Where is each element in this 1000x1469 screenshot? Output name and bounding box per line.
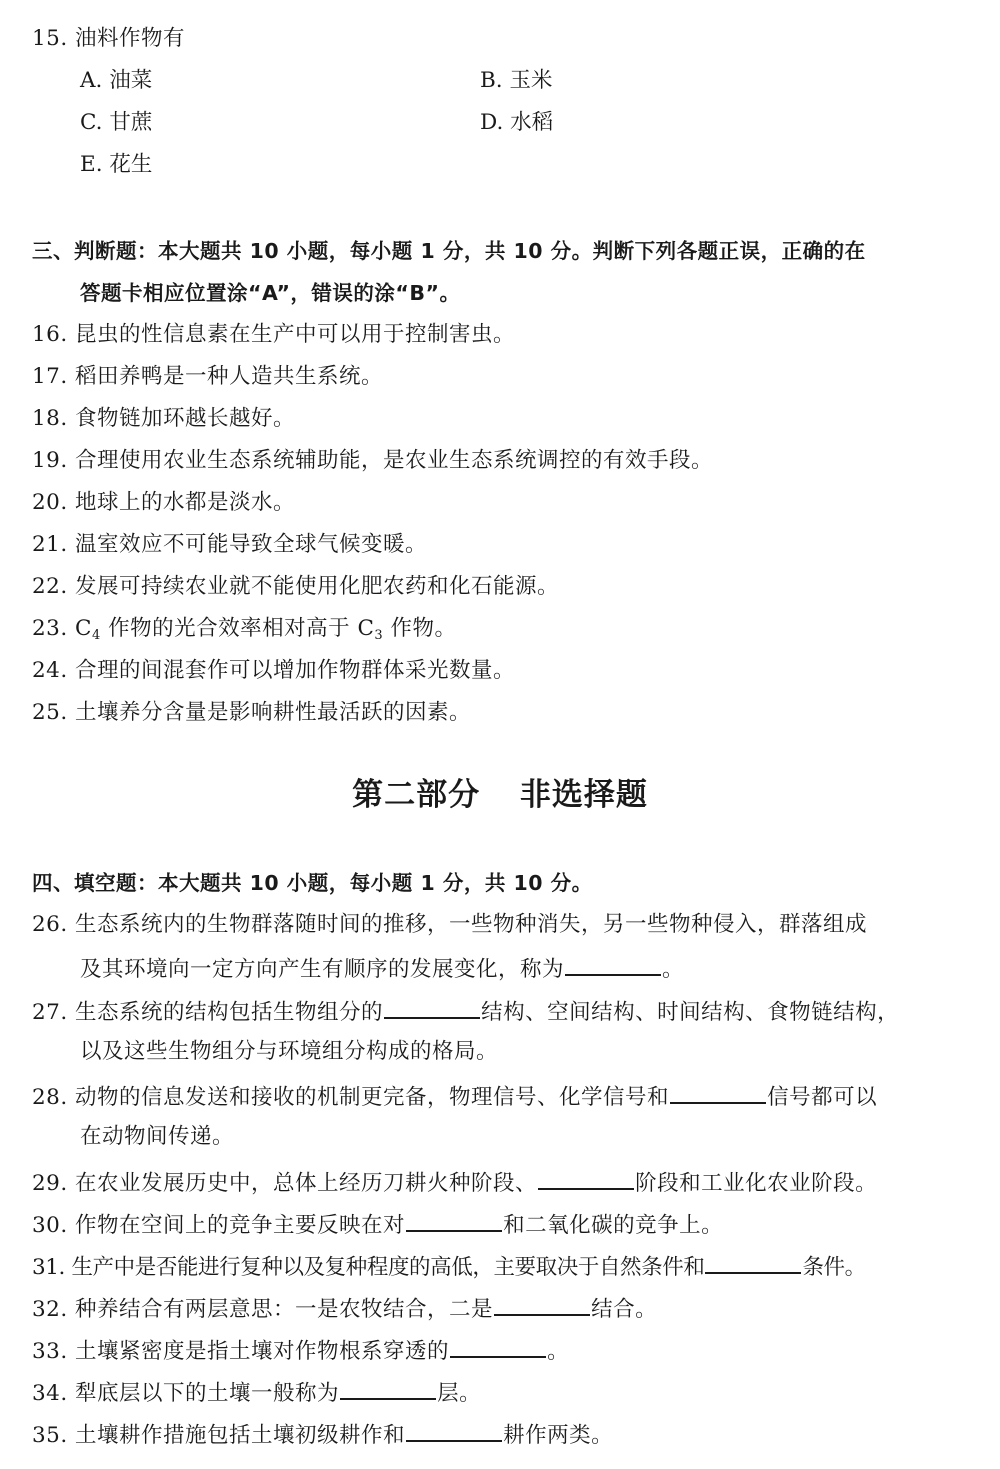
question-28-cont: 在动物间传递。 (80, 1124, 235, 1149)
question-text: 结合。 (591, 1297, 658, 1322)
question-number: 24. (32, 658, 68, 683)
question-number: 17. (32, 364, 68, 389)
question-text: 耕作两类。 (503, 1423, 614, 1448)
question-number: 34. (32, 1381, 68, 1406)
option-a (80, 66, 152, 96)
question-21 (32, 530, 427, 560)
option-b (480, 66, 553, 96)
question-text: 生态系统的结构包括生物组分的 (75, 1000, 384, 1025)
question-32 (32, 1292, 657, 1325)
answer-blank[interactable] (565, 952, 661, 976)
question-number: 15. (32, 26, 68, 51)
question-text: 土壤紧密度是指土壤对作物根系穿透的 (75, 1339, 450, 1364)
question-text: 条件。 (802, 1255, 866, 1280)
question-25 (32, 698, 471, 728)
question-text: 土壤养分含量是影响耕性最活跃的因素。 (75, 700, 472, 725)
question-text: 层。 (437, 1381, 482, 1406)
question-number: 23. (32, 616, 68, 641)
section-3-heading: 三、判断题：本大题共 10 小题，每小题 1 分，共 10 分。判断下列各题正误，正确的在 (32, 239, 866, 263)
question-26-cont (80, 952, 684, 985)
question-text: 温室效应不可能导致全球气候变暖。 (75, 532, 428, 557)
question-text: 种养结合有两层意思：一是农牧结合，二是 (75, 1297, 494, 1322)
option-letter: A. (80, 68, 103, 93)
question-15 (32, 24, 185, 54)
answer-blank[interactable] (538, 1166, 634, 1190)
question-text: 作物。 (390, 616, 457, 641)
question-31 (32, 1250, 866, 1283)
question-text: 。 (662, 957, 685, 982)
question-number: 26. (32, 912, 68, 937)
option-d (480, 108, 553, 138)
question-number: 21. (32, 532, 68, 557)
option-text: 甘蔗 (109, 110, 153, 135)
part-2-title: 第二部分 非选择题 (352, 777, 648, 813)
question-number: 19. (32, 448, 68, 473)
question-number: 35. (32, 1423, 68, 1448)
question-text: 结构、空间结构、时间结构、食物链结构， (481, 1000, 900, 1025)
question-text: 合理使用农业生态系统辅助能，是农业生态系统调控的有效手段。 (75, 448, 714, 473)
question-27-cont: 以及这些生物组分与环境组分构成的格局。 (80, 1039, 499, 1064)
question-34 (32, 1376, 481, 1409)
question-text: 食物链加环越长越好。 (75, 406, 296, 431)
question-text: 犁底层以下的土壤一般称为 (75, 1381, 340, 1406)
question-number: 29. (32, 1171, 68, 1196)
question-35 (32, 1418, 613, 1451)
question-number: 30. (32, 1213, 68, 1238)
question-17 (32, 362, 383, 392)
answer-blank[interactable] (450, 1334, 546, 1358)
question-text: 及其环境向一定方向产生有顺序的发展变化，称为 (80, 957, 565, 982)
answer-blank[interactable] (406, 1208, 502, 1232)
question-24 (32, 656, 515, 686)
option-text: 水稻 (510, 110, 554, 135)
option-letter: D. (480, 110, 504, 135)
question-text: C (75, 616, 92, 641)
answer-blank[interactable] (406, 1418, 502, 1442)
answer-blank[interactable] (340, 1376, 436, 1400)
question-text: 作物在空间上的竞争主要反映在对 (75, 1213, 406, 1238)
option-text: 玉米 (509, 68, 553, 93)
subscript: 4 (92, 628, 101, 643)
question-text: 。 (547, 1339, 570, 1364)
question-text: 发展可持续农业就不能使用化肥农药和化石能源。 (75, 574, 560, 599)
question-number: 31. (32, 1255, 65, 1280)
question-30 (32, 1208, 723, 1241)
answer-blank[interactable] (384, 995, 480, 1019)
question-text: 生态系统内的生物群落随时间的推移，一些物种消失，另一些物种侵入，群落组成 (75, 912, 868, 937)
subscript: 3 (374, 628, 384, 643)
question-18 (32, 404, 295, 434)
question-text: 合理的间混套作可以增加作物群体采光数量。 (75, 658, 516, 683)
question-text: 阶段和工业化农业阶段。 (635, 1171, 878, 1196)
question-text: 稻田养鸭是一种人造共生系统。 (75, 364, 384, 389)
section-3-heading-cont: 答题卡相应位置涂“A”，错误的涂“B”。 (80, 281, 461, 305)
question-27 (32, 995, 899, 1028)
option-letter: E. (80, 152, 103, 177)
question-text: 在农业发展历史中，总体上经历刀耕火种阶段、 (75, 1171, 538, 1196)
question-number: 16. (32, 322, 68, 347)
question-text: 动物的信息发送和接收的机制更完备，物理信号、化学信号和 (75, 1085, 670, 1110)
question-text: 信号都可以 (767, 1085, 878, 1110)
question-number: 28. (32, 1085, 68, 1110)
option-letter: C. (80, 110, 103, 135)
question-number: 20. (32, 490, 68, 515)
option-c (80, 108, 152, 138)
option-letter: B. (480, 68, 503, 93)
question-text: 和二氧化碳的竞争上。 (503, 1213, 724, 1238)
question-text: 生产中是否能进行复种以及复种程度的高低，主要取决于自然条件和 (71, 1255, 705, 1280)
question-22 (32, 572, 559, 602)
question-number: 18. (32, 406, 68, 431)
section-4-heading: 四、填空题：本大题共 10 小题，每小题 1 分，共 10 分。 (32, 871, 593, 895)
question-29 (32, 1166, 877, 1199)
question-33 (32, 1334, 569, 1367)
question-number: 25. (32, 700, 68, 725)
option-text: 花生 (109, 152, 153, 177)
option-e (80, 150, 152, 180)
question-text: 作物的光合效率相对高于 C (108, 616, 375, 641)
question-stem: 油料作物有 (75, 26, 186, 51)
question-number: 33. (32, 1339, 68, 1364)
question-19 (32, 446, 713, 476)
question-20 (32, 488, 295, 518)
answer-blank[interactable] (705, 1250, 801, 1274)
question-26 (32, 910, 867, 940)
question-number: 22. (32, 574, 68, 599)
option-text: 油菜 (109, 68, 153, 93)
question-28 (32, 1080, 877, 1113)
question-text: 土壤耕作措施包括土壤初级耕作和 (75, 1423, 406, 1448)
question-text: 昆虫的性信息素在生产中可以用于控制害虫。 (75, 322, 516, 347)
question-text: 地球上的水都是淡水。 (75, 490, 296, 515)
question-number: 27. (32, 1000, 68, 1025)
question-16 (32, 320, 515, 350)
answer-blank[interactable] (494, 1292, 590, 1316)
question-23 (32, 614, 457, 644)
question-number: 32. (32, 1297, 68, 1322)
answer-blank[interactable] (670, 1080, 766, 1104)
